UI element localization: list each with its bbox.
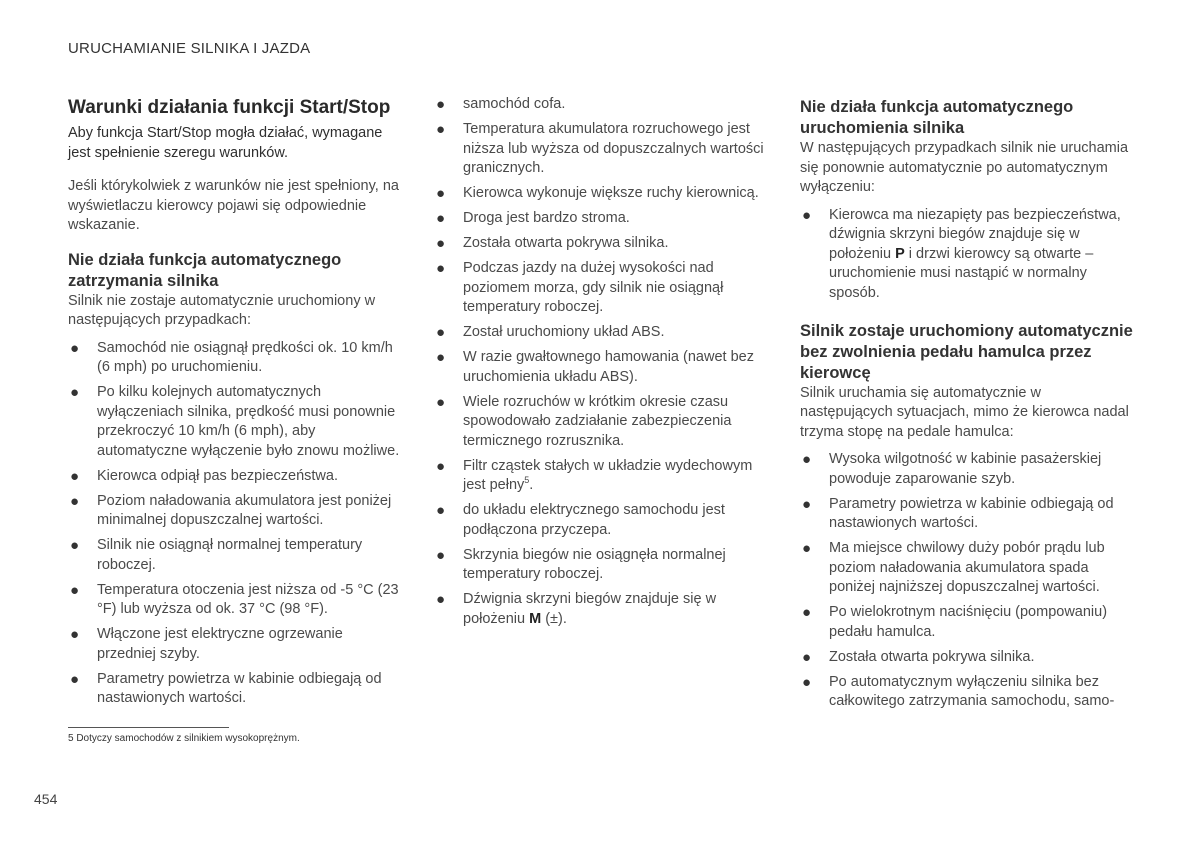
section-title: Warunki działania funkcji Start/Stop xyxy=(68,97,391,118)
gear-position-p: P xyxy=(895,245,905,262)
bullet-icon: ● xyxy=(436,591,446,608)
list-item: ● Włączone jest elektryczne ogrzewanie przedniej szyby. xyxy=(70,626,343,662)
list-item: ● Po kilku kolejnych automatycznych wyłączeniach silnika, prędkość musi ponownie przekroczyć 10 km/h (6 mph), aby automatyczne wyłączenie było znowu możliwe. xyxy=(70,384,400,459)
bullet-icon: ● xyxy=(802,206,812,224)
gear-position-m: M xyxy=(529,610,542,627)
bullet-icon: ● xyxy=(436,393,446,411)
list-item: ● samochód cofa. xyxy=(436,96,566,113)
spacer xyxy=(800,309,1135,321)
list-item: ● W razie gwałtownego hamowania (nawet bez uruchomienia układu ABS). xyxy=(436,349,754,385)
list-item: ● Silnik nie osiągnął normalnej temperatury roboczej. xyxy=(70,537,363,573)
list-item: ● Filtr cząstek stałych w układzie wydechowym jest pełny$^5$. xyxy=(436,457,753,493)
bullet-icon: ● xyxy=(436,210,446,227)
list-item: ● Została otwarta pokrywa silnika. xyxy=(802,648,1035,666)
bullet-icon: ● xyxy=(436,260,446,277)
bullet-icon: ● xyxy=(70,492,80,510)
footnote-ref: 5 xyxy=(524,475,530,486)
bullet-icon: ● xyxy=(802,495,812,513)
subheading-intro: Silnik nie zostaje automatycznie uruchomiony w następujących przypadkach: xyxy=(68,292,376,328)
column-middle xyxy=(434,95,770,635)
bullet-icon: ● xyxy=(436,235,446,252)
footnote: 5 Dotyczy samochodów z silnikiem wysokoprężnym. xyxy=(68,733,300,744)
bullet-icon: ● xyxy=(70,670,80,688)
list-item: ● Ma miejsce chwilowy duży pobór prądu lub poziom naładowania akumulatora spada poniżej najniższej dopuszczalnej wartości. xyxy=(802,540,1105,595)
list-item: ● Skrzynia biegów nie osiągnęła normalnej temperatury roboczej. xyxy=(436,546,726,582)
list-item: ● Dźwignia skrzyni biegów znajduje się w położeniu M (±). xyxy=(436,591,717,627)
footnote-divider xyxy=(68,727,229,728)
bullet-icon: ● xyxy=(436,546,446,564)
intro-text: Aby funkcja Start/Stop mogła działać, wymagane jest spełnienie szeregu warunków. xyxy=(68,125,383,161)
list-item: ● Kierowca odpiął pas bezpieczeństwa. xyxy=(70,467,338,485)
column-right xyxy=(800,97,1135,717)
list-item: ● Został uruchomiony układ ABS. xyxy=(436,324,665,341)
bullet-icon: ● xyxy=(436,457,446,475)
column-left xyxy=(68,96,400,714)
auto-start-intro: W następujących przypadkach silnik nie uruchamia się ponownie automatycznie po automatycznym wyłączeniu: xyxy=(800,140,1129,195)
list-item: ● Samochód nie osiągnął prędkości ok. 10 km/h (6 mph) po uruchomieniu. xyxy=(70,339,393,375)
auto-restart-intro: Silnik uruchamia się automatycznie w następujących sytuacjach, mimo że kierowca nadal trzyma stopę na pedale hamulca: xyxy=(800,384,1129,440)
subheading-auto-restart: Silnik zostaje uruchomiony automatycznie bez zwolnienia pedału hamulca przez kierowcę xyxy=(800,321,1133,382)
list-item: ● Poziom naładowania akumulatora jest poniżej minimalnej dopuszczalnej wartości. xyxy=(70,492,392,528)
bullet-icon: ● xyxy=(802,604,812,621)
bullet-icon: ● xyxy=(70,467,80,485)
list-item: ● Droga jest bardzo stroma. xyxy=(436,210,630,227)
auto-stop-conditions-list-cont xyxy=(434,95,770,629)
list-item: ● Została otwarta pokrywa silnika. xyxy=(436,235,669,252)
list-item: ● Kierowca ma niezapięty pas bezpieczeństwa, dźwignia skrzyni biegów znajduje się w położeniu P i drzwi kierowcy są otwarte – uruchomienie musi nastąpić w normalny sposób. xyxy=(802,206,1121,301)
list-item: ● do układu elektrycznego samochodu jest podłączona przyczepa. xyxy=(436,502,725,538)
bullet-icon: ● xyxy=(802,451,812,468)
bullet-icon: ● xyxy=(436,324,446,341)
bullet-icon: ● xyxy=(436,185,446,202)
list-item: ● Po wielokrotnym naciśnięciu (pompowaniu) pedału hamulca. xyxy=(802,604,1108,640)
list-item: ● Temperatura akumulatora rozruchowego jest niższa lub wyższa od dopuszczalnych wartości granicznych. xyxy=(436,121,764,176)
bullet-icon: ● xyxy=(436,502,446,519)
list-item: ● Po automatycznym wyłączeniu silnika bez całkowitego zatrzymania samochodu, samo- xyxy=(802,673,1115,709)
list-item: ● Kierowca wykonuje większe ruchy kierownicą. xyxy=(436,185,759,202)
page-number: 454 xyxy=(34,791,58,807)
bullet-icon: ● xyxy=(70,339,80,357)
subheading-auto-start: Nie działa funkcja automatycznego uruchomienia silnika xyxy=(800,98,1074,137)
bullet-icon: ● xyxy=(436,96,446,113)
list-item: ● Wiele rozruchów w krótkim okresie czasu spowodowało zadziałanie zabezpieczenia termicznego rozrusznika. xyxy=(436,393,732,449)
bullet-icon: ● xyxy=(70,384,80,401)
bullet-icon: ● xyxy=(802,673,812,691)
subheading-auto-stop: Nie działa funkcja automatycznego zatrzymania silnika xyxy=(68,250,342,290)
list-item: ● Temperatura otoczenia jest niższa od -5 °C (23 °F) lub wyższa od ok. 37 °C (98 °F). xyxy=(70,581,399,617)
auto-start-conditions-list xyxy=(800,206,1135,304)
list-item: ● Parametry powietrza w kabinie odbiegają od nastawionych wartości. xyxy=(802,495,1114,531)
list-item: ● Wysoka wilgotność w kabinie pasażerskiej powoduje zaparowanie szyb. xyxy=(802,451,1102,487)
list-item: ● Parametry powietrza w kabinie odbiegają od nastawionych wartości. xyxy=(70,670,382,706)
bullet-icon: ● xyxy=(802,540,812,557)
page-header: URUCHAMIANIE SILNIKA I JAZDA xyxy=(68,40,311,57)
bullet-icon: ● xyxy=(70,626,80,643)
info-paragraph: Jeśli którykolwiek z warunków nie jest spełniony, na wyświetlaczu kierowcy pojawi się odpowiednie wskazanie. xyxy=(68,178,399,233)
bullet-icon: ● xyxy=(70,537,80,554)
bullet-icon: ● xyxy=(802,648,812,666)
list-item: ● Podczas jazdy na dużej wysokości nad poziomem morza, gdy silnik nie osiągnął temperatury roboczej. xyxy=(436,260,724,315)
bullet-icon: ● xyxy=(436,349,446,366)
auto-restart-conditions-list xyxy=(800,450,1135,712)
auto-stop-conditions-list xyxy=(68,339,400,709)
bullet-icon: ● xyxy=(436,121,446,138)
bullet-icon: ● xyxy=(70,581,80,599)
